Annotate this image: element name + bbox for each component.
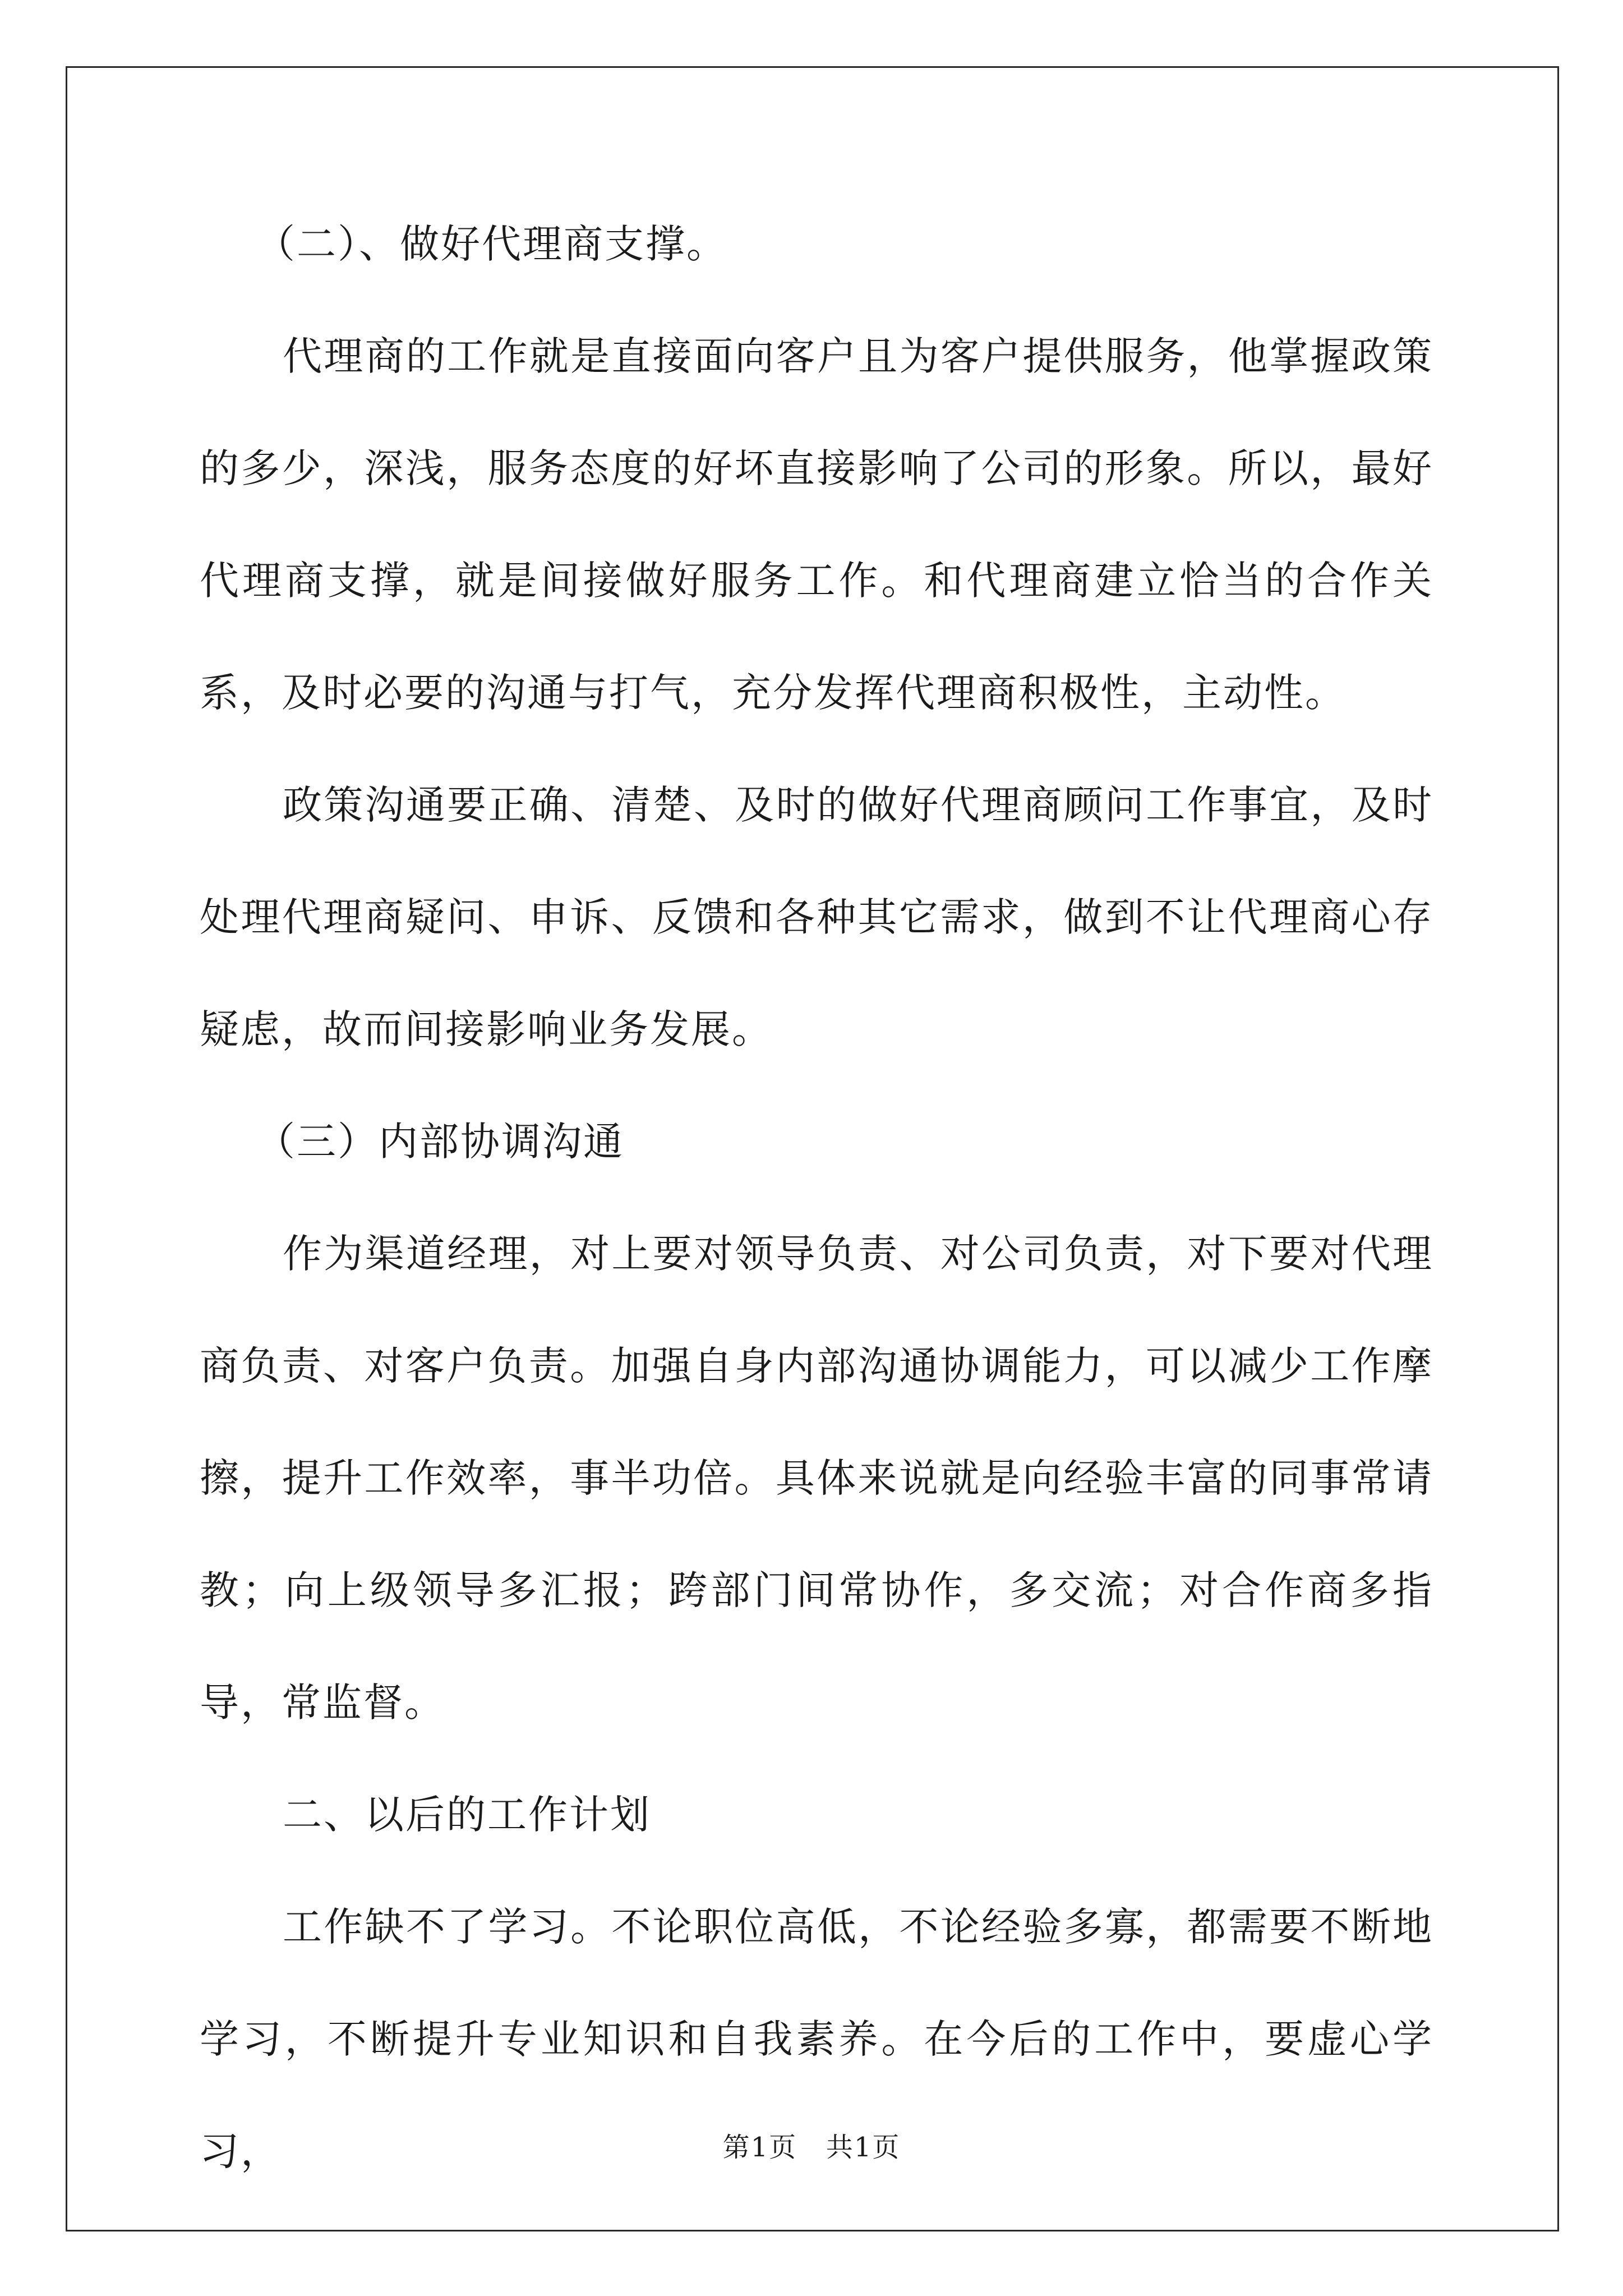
paragraph: 工作缺不了学习。不论职位高低，不论经验多寡，都需要不断地学习，不断提升专业知识和自我素养。在今后的工作中，要虚心学习， bbox=[200, 1904, 1433, 2174]
page-number-footer: 第1页 共1页 bbox=[722, 2132, 901, 2163]
paragraph: 政策沟通要正确、清楚、及时的做好代理商顾问工作事宜，及时处理代理商疑问、申诉、反馈和各种其它需求，做到不让代理商心存疑虑，故而间接影响业务发展。 bbox=[200, 782, 1433, 1052]
paragraph: 代理商的工作就是直接面向客户且为客户提供服务，他掌握政策的多少，深浅，服务态度的好坏直接影响了公司的形象。所以，最好代理商支撑，就是间接做好服务工作。和代理商建立恰当的合作关系，及时必要的沟通与打气，充分发挥代理商积极性，主动性。 bbox=[200, 333, 1433, 716]
section-heading: （二）、做好代理商支撑。 bbox=[256, 221, 727, 267]
section-heading: 二、以后的工作计划 bbox=[283, 1792, 651, 1838]
document-body bbox=[200, 188, 1433, 2207]
paragraph: 作为渠道经理，对上要对领导负责、对公司负责，对下要对代理商负责、对客户负责。加强自身内部沟通协调能力，可以减少工作摩擦，提升工作效率，事半功倍。具体来说就是向经验丰富的同事常请教；向上级领导多汇报；跨部门间常协作，多交流；对合作商多指导，常监督。 bbox=[200, 1231, 1433, 1726]
section-heading: （三）内部协调沟通 bbox=[256, 1119, 624, 1165]
